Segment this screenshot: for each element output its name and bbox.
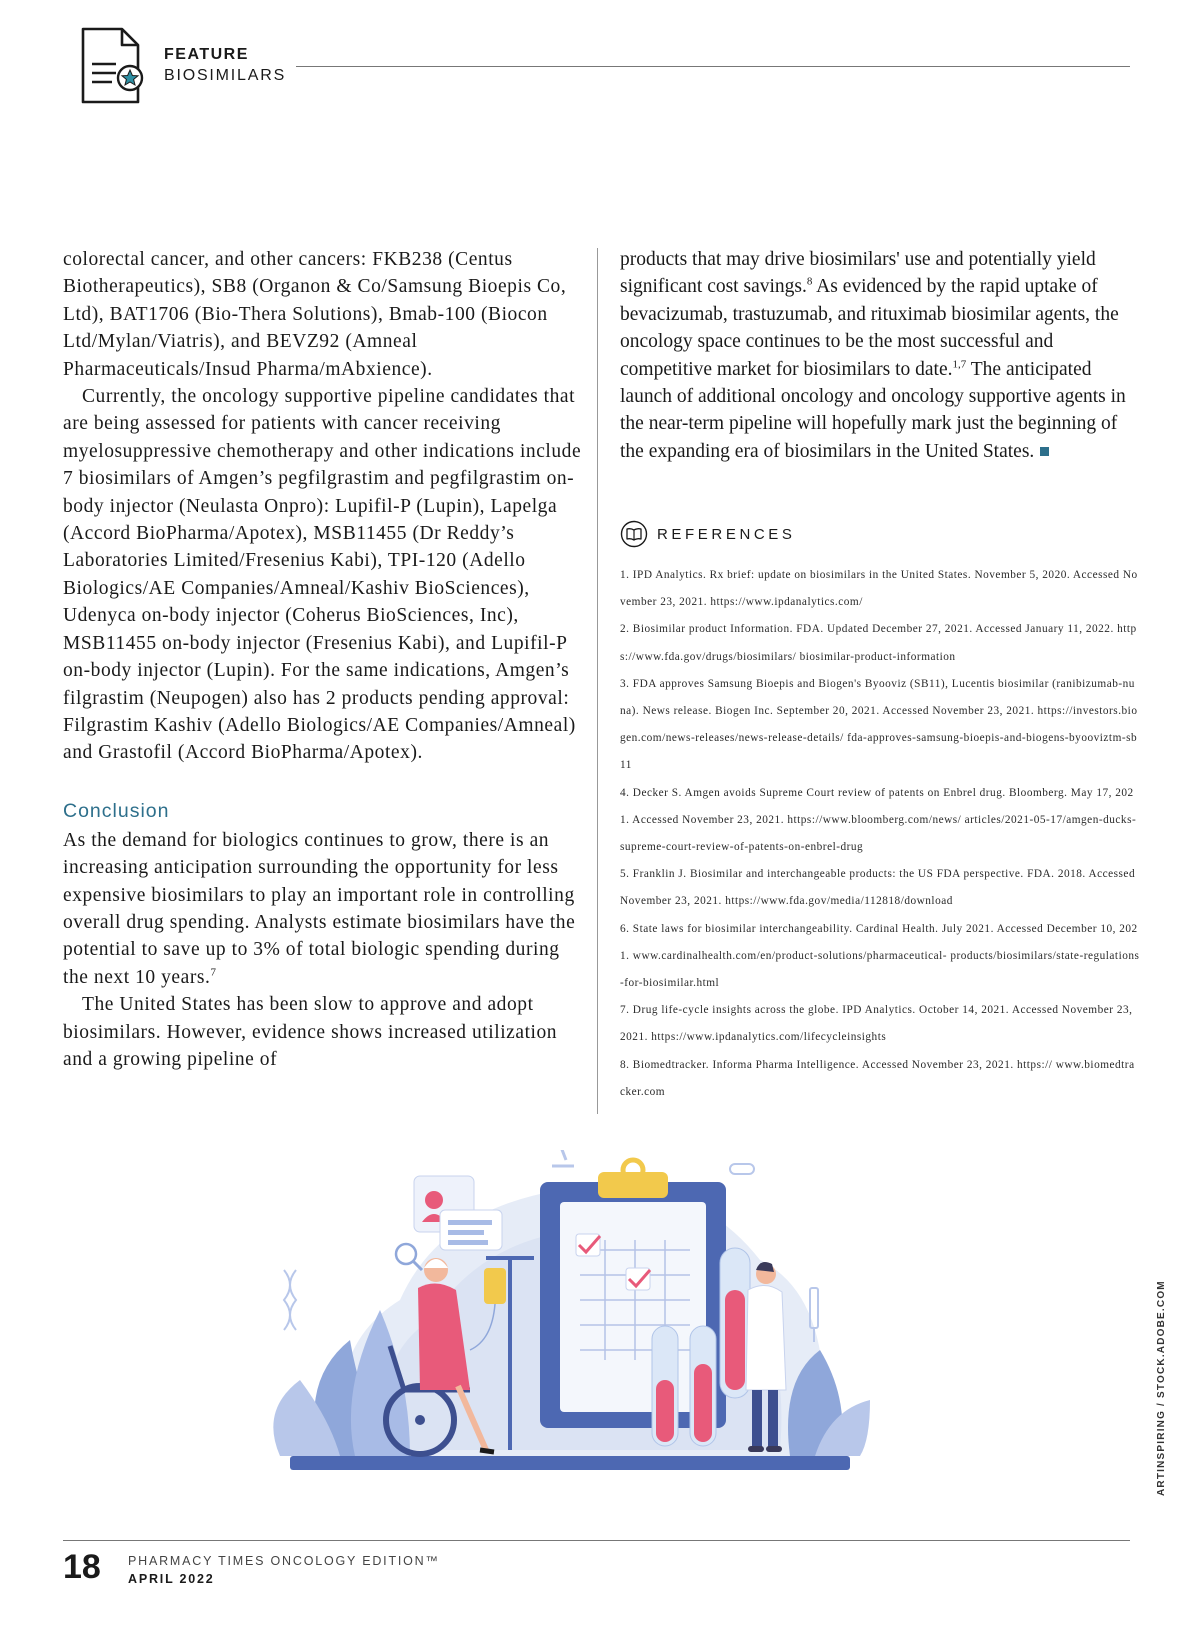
reference-item: 3. FDA approves Samsung Bioepis and Biogen's Byooviz (SB11), Lucentis biosimilar (ranibizumab-nuna). News release. Biogen Inc. September 20, 2021. Accessed November 23, 2021. https://investors.biogen.com/news-releases/news-release-details/ fda-approves-samsung-bioepis-and-biogens-byooviztm-sb11: [620, 677, 1138, 772]
body-paragraph: Currently, the oncology supportive pipeline candidates that are being assessed for patients with cancer receiving myelosuppressive chemotherapy and other indications include 7 biosimilars of Amgen’s pegfilgrastim and pegfilgrastim on-body injector (Neulasta Onpro): Lupifil-P (Lupin), Lapelga (Accord BioPharma/Apotex), MSB11455 (Dr Reddy’s Laboratories Limited/Fresenius Kabi), TPI-120 (Adello Biologics/AE Companies/Amneal/Kashiv BioSciences), Udenyca on-body injector (Coherus BioSciences, Inc), MSB11455 on-body injector (Fresenius Kabi), and Lupifil-P on-body injector (Lupin). For the same indications, Amgen’s filgrastim (Neupogen) also has 2 products pending approval: Filgrastim Kashiv (Adello Biologics/AE Companies/Amneal) and Grastofil (Accord BioPharma/Apotex).: [63, 386, 582, 764]
clipboard-clip: [598, 1172, 668, 1198]
healthcare-illustration: [260, 1150, 880, 1492]
doctor-coat: [746, 1285, 786, 1390]
body-text: As evidenced by the rapid uptake of bevacizumab, trastuzumab, and rituximab biosimilar agents, the oncology space continues to be the most successful and competitive market for biosimilars to date.: [620, 276, 1119, 380]
page-number: 18: [63, 1548, 101, 1586]
references-title: REFERENCES: [657, 525, 796, 543]
right-column: [620, 246, 1130, 465]
pill-icon: [730, 1164, 754, 1174]
issue-date: APRIL 2022: [128, 1572, 215, 1586]
end-of-article-mark: [1040, 447, 1049, 456]
column-divider: [597, 248, 598, 1114]
body-text: As the demand for biologics continues to grow, there is an increasing anticipation surrounding the opportunity for less expensive biosimilars to play an important role in controlling overall drug spending. Analysts estimate biosimilars have the potential to save up to 3% of total biologic spending during the next 10 years.: [63, 829, 576, 988]
image-credit: ARTINSPIRING / STOCK.ADOBE.COM: [1156, 1280, 1167, 1496]
reference-item: 8. Biomedtracker. Informa Pharma Intelligence. Accessed November 23, 2021. https:// www.biomedtracker.com: [620, 1058, 1135, 1098]
reference-item: 4. Decker S. Amgen avoids Supreme Court review of patents on Enbrel drug. Bloomberg. May 17, 2021. Accessed November 23, 2021. https://www.bloomberg.com/news/ articles/2021-05-17/amgen-ducks-supreme-court-review-of-patents-on-enbrel-drug: [620, 786, 1137, 854]
body-text: products that may drive biosimilars' use and potentially yield significant cost savings.: [620, 249, 1096, 298]
microscope-icon: [552, 1150, 574, 1166]
body-paragraph: colorectal cancer, and other cancers: FKB238 (Centus Biotherapeutics), SB8 (Organon & Co/Samsung Bioepis Co, Ltd), BAT1706 (Bio-Thera Solutions), Bmab-100 (Biocon Ltd/Mylan/Viatris), and BEVZ92 (Amneal Pharmaceuticals/Insud Pharma/mAbxience).: [63, 249, 567, 380]
kicker-label: FEATURE: [164, 46, 249, 63]
conclusion-heading: Conclusion: [63, 799, 170, 822]
open-book-icon: [620, 520, 648, 548]
body-text: The anticipated launch of additional oncology and oncology supportive agents in the near-term pipeline will hopefully mark just the beginning of the expanding era of biosimilars in the United States.: [620, 358, 1126, 462]
body-paragraph: [63, 827, 583, 991]
body-paragraph: The United States has been slow to approve and adopt biosimilars. However, evidence shows increased utilization and a growing pipeline of: [63, 994, 558, 1070]
header-labels: [164, 46, 286, 85]
floor-bar: [290, 1456, 850, 1470]
section-label: BIOSIMILARS: [164, 67, 287, 84]
reference-item: 5. Franklin J. Biosimilar and interchangeable products: the US FDA perspective. FDA. 2018. Accessed November 23, 2021. https://www.fda.gov/media/112818/download: [620, 868, 1136, 908]
reference-citation: 7: [210, 966, 217, 979]
document-star-icon: [80, 26, 144, 106]
reference-citation: 1,7: [952, 358, 967, 371]
reference-item: 7. Drug life-cycle insights across the globe. IPD Analytics. October 14, 2021. Accessed November 23, 2021. https://www.ipdanalytics.com/lifecycleinsights: [620, 1004, 1133, 1044]
publication-name: PHARMACY TIMES ONCOLOGY EDITION™: [128, 1554, 440, 1568]
left-column: [63, 246, 583, 1073]
footer-divider: [63, 1540, 1130, 1541]
reference-item: 2. Biosimilar product Information. FDA. Updated December 27, 2021. Accessed January 11, 2022. https://www.fda.gov/drugs/biosimilars/ biosimilar-product-information: [620, 623, 1137, 663]
references-section: [620, 520, 1140, 1106]
references-list: [620, 562, 1140, 1106]
references-header: [620, 520, 1140, 548]
dna-icon: [284, 1270, 290, 1330]
body-paragraph: [620, 246, 1130, 465]
reference-citation: 8: [806, 275, 813, 288]
header-divider: [296, 66, 1130, 67]
iv-bag: [484, 1268, 506, 1304]
reference-item: 6. State laws for biosimilar interchangeability. Cardinal Health. July 2021. Accessed December 10, 2021. www.cardinalhealth.com/en/product-solutions/pharmaceutical- products/biosimilars/state-regulations-for-biosimilar.html: [620, 922, 1140, 990]
reference-item: 1. IPD Analytics. Rx brief: update on biosimilars in the United States. November 5, 2020. Accessed November 23, 2021. https://www.ipdanalytics.com/: [620, 569, 1138, 609]
